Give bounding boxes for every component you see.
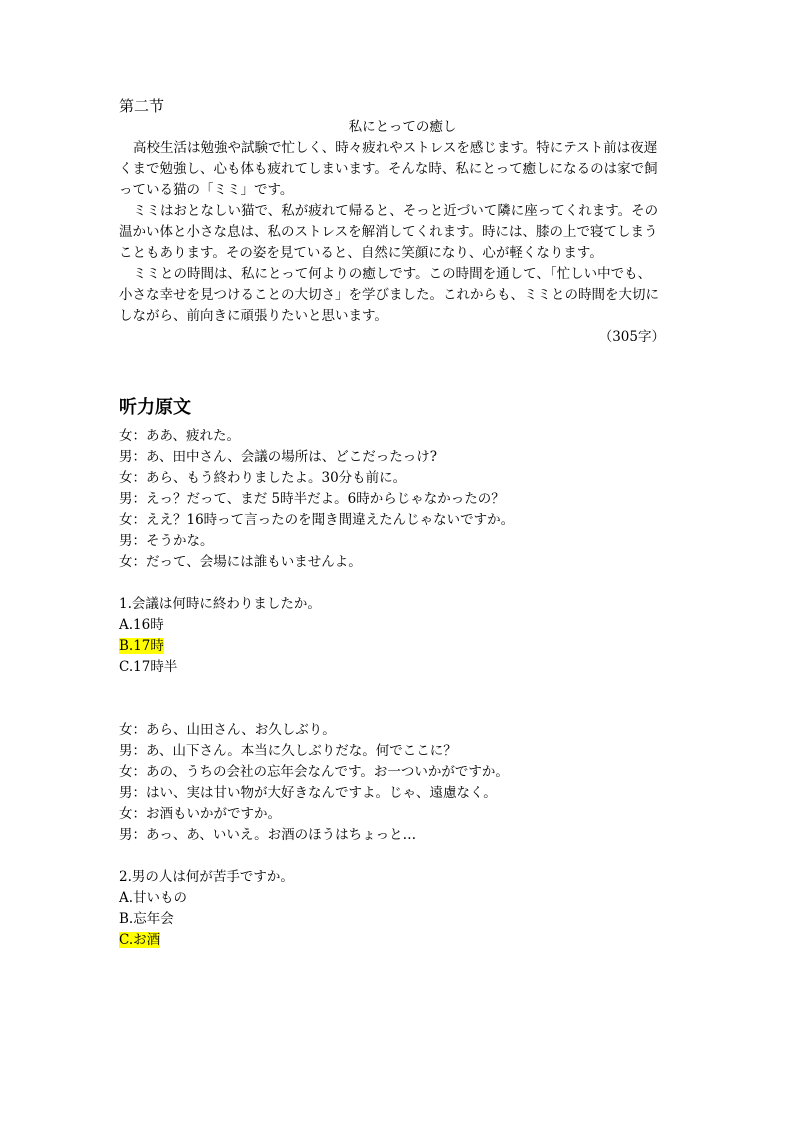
answer-highlight: C.お酒 [119, 932, 161, 948]
blank-line [119, 846, 679, 867]
essay-line: こともあります。その姿を見ていると、自然に笑顔になり、心が軽くなります。 [119, 245, 603, 261]
option-c-answer [119, 930, 679, 951]
dialogue-line: 男：えっ？だって、まだ 5時半だよ。6時からじゃなかったの？ [119, 491, 505, 507]
question-text: 2.男の人は何が苦手ですか。 [119, 869, 294, 885]
dialogue-line: 男：あ、田中さん、会議の場所は、どこだったっけ? [119, 449, 438, 465]
dialogue-line: 女：あら、山田さん、お久しぶり。 [119, 722, 336, 738]
dialogue-line: 男：あっ、あ、いいえ。お酒のほうはちょっと… [119, 827, 417, 843]
option-b: B.忘年会 [119, 911, 174, 927]
essay-title: 私にとっての癒し [348, 119, 457, 135]
dialogue-line: 男：はい、実は甘い物が大好きなんですよ。じゃ、遠慮なく。 [119, 785, 497, 801]
dialogue-2 [119, 720, 679, 846]
essay-line: っている猫の「ミミ」です。 [119, 182, 294, 198]
option-b-answer [119, 636, 679, 657]
essay-line: 小さな幸せを見つけることの大切さ」を学びました。これからも、ミミとの時間を大切に [119, 287, 659, 303]
dialogue-line: 女：お酒もいかがですか。 [119, 806, 281, 822]
essay-line: ミミはおとなしい猫で、私が疲れて帰ると、そっと近づいて隣に座ってくれます。その [133, 203, 659, 219]
answer-highlight: B.17時 [119, 638, 164, 654]
dialogue-line: 男：あ、山下さん。本当に久しぶりだな。何でここに？ [119, 743, 457, 759]
option-a: A.16時 [119, 617, 164, 633]
dialogue-line: 女：あら、もう終わりましたよ。30分も前に。 [119, 470, 407, 486]
section-heading: 第二节 [119, 97, 165, 115]
dialogue-line: 女：ああ、疲れた。 [119, 428, 240, 444]
dialogue-line: 男：そうかな。 [119, 533, 214, 549]
essay-line: 高校生活は勉強や試験で忙しく、時々疲れやストレスを感じます。特にテスト前は夜遅 [133, 140, 658, 156]
essay-line: くまで勉強し、心も体も疲れてしまいます。そんな時、私にとって癒しになるのは家で飼 [119, 161, 658, 177]
question-text: 1.会議は何時に終わりましたか。 [119, 596, 321, 612]
essay-line: ミミとの時間は、私にとって何よりの癒しです。この時間を通して、「忙しい中でも、 [133, 266, 652, 282]
listening-heading: 听力原文 [119, 397, 191, 418]
word-count: （305字） [598, 329, 665, 345]
document-page [119, 0, 679, 951]
dialogue-line: 女：ええ？16時って言ったのを聞き間違えたんじゃないですか。 [119, 512, 515, 528]
essay-line: しながら、前向きに頑張りたいと思います。 [119, 308, 388, 324]
essay-body [119, 138, 679, 327]
question-1 [119, 594, 679, 678]
question-2 [119, 867, 679, 951]
option-a: A.甘いもの [119, 890, 188, 906]
dialogue-1 [119, 426, 679, 573]
option-c: C.17時半 [119, 659, 178, 675]
dialogue-line: 女：あの、うちの会社の忘年会なんです。お一ついかがですか。 [119, 764, 509, 780]
blank-line [119, 573, 679, 594]
dialogue-line: 女：だって、会場には誰もいませんよ。 [119, 554, 362, 570]
essay-line: 温かい体と小さな息は、私のストレスを解消してくれます。時には、膝の上で寝てしまう [119, 224, 658, 240]
